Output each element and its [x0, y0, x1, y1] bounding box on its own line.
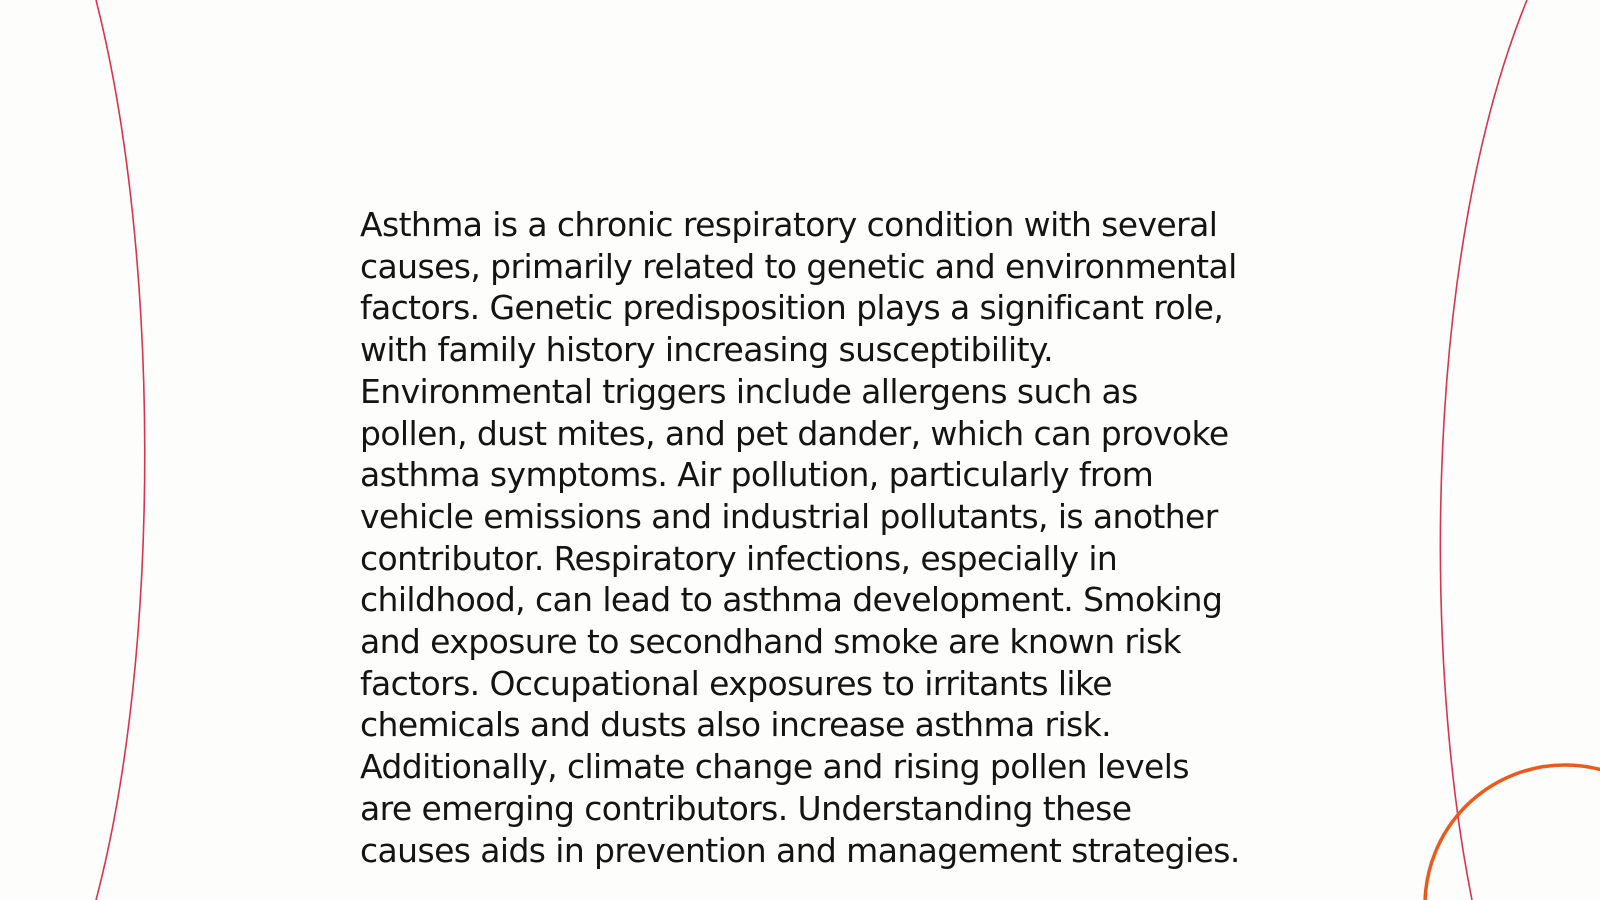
right-arc: [1440, 0, 1527, 900]
left-arc: [96, 0, 145, 900]
slide-body-text: Asthma is a chronic respiratory condition with several causes, primarily related to genetic and environmental factors. Genetic predisposition plays a significant role, with family history increasing susceptibility. Environmental triggers include allergens such as pollen, dust mites, and pet dander, which can provoke asthma symptoms. Air pollution, particularly from vehicle emissions and industrial pollutants, is another contributor. Respiratory infections, especially in childhood, can lead to asthma development. Smoking and exposure to secondhand smoke are known risk factors. Occupational exposures to irritants like chemicals and dusts also increase asthma risk. Additionally, climate change and rising pollen levels are emerging contributors. Understanding these causes aids in prevention and management strategies.: [360, 205, 1240, 870]
accent-circle: [1425, 765, 1600, 900]
